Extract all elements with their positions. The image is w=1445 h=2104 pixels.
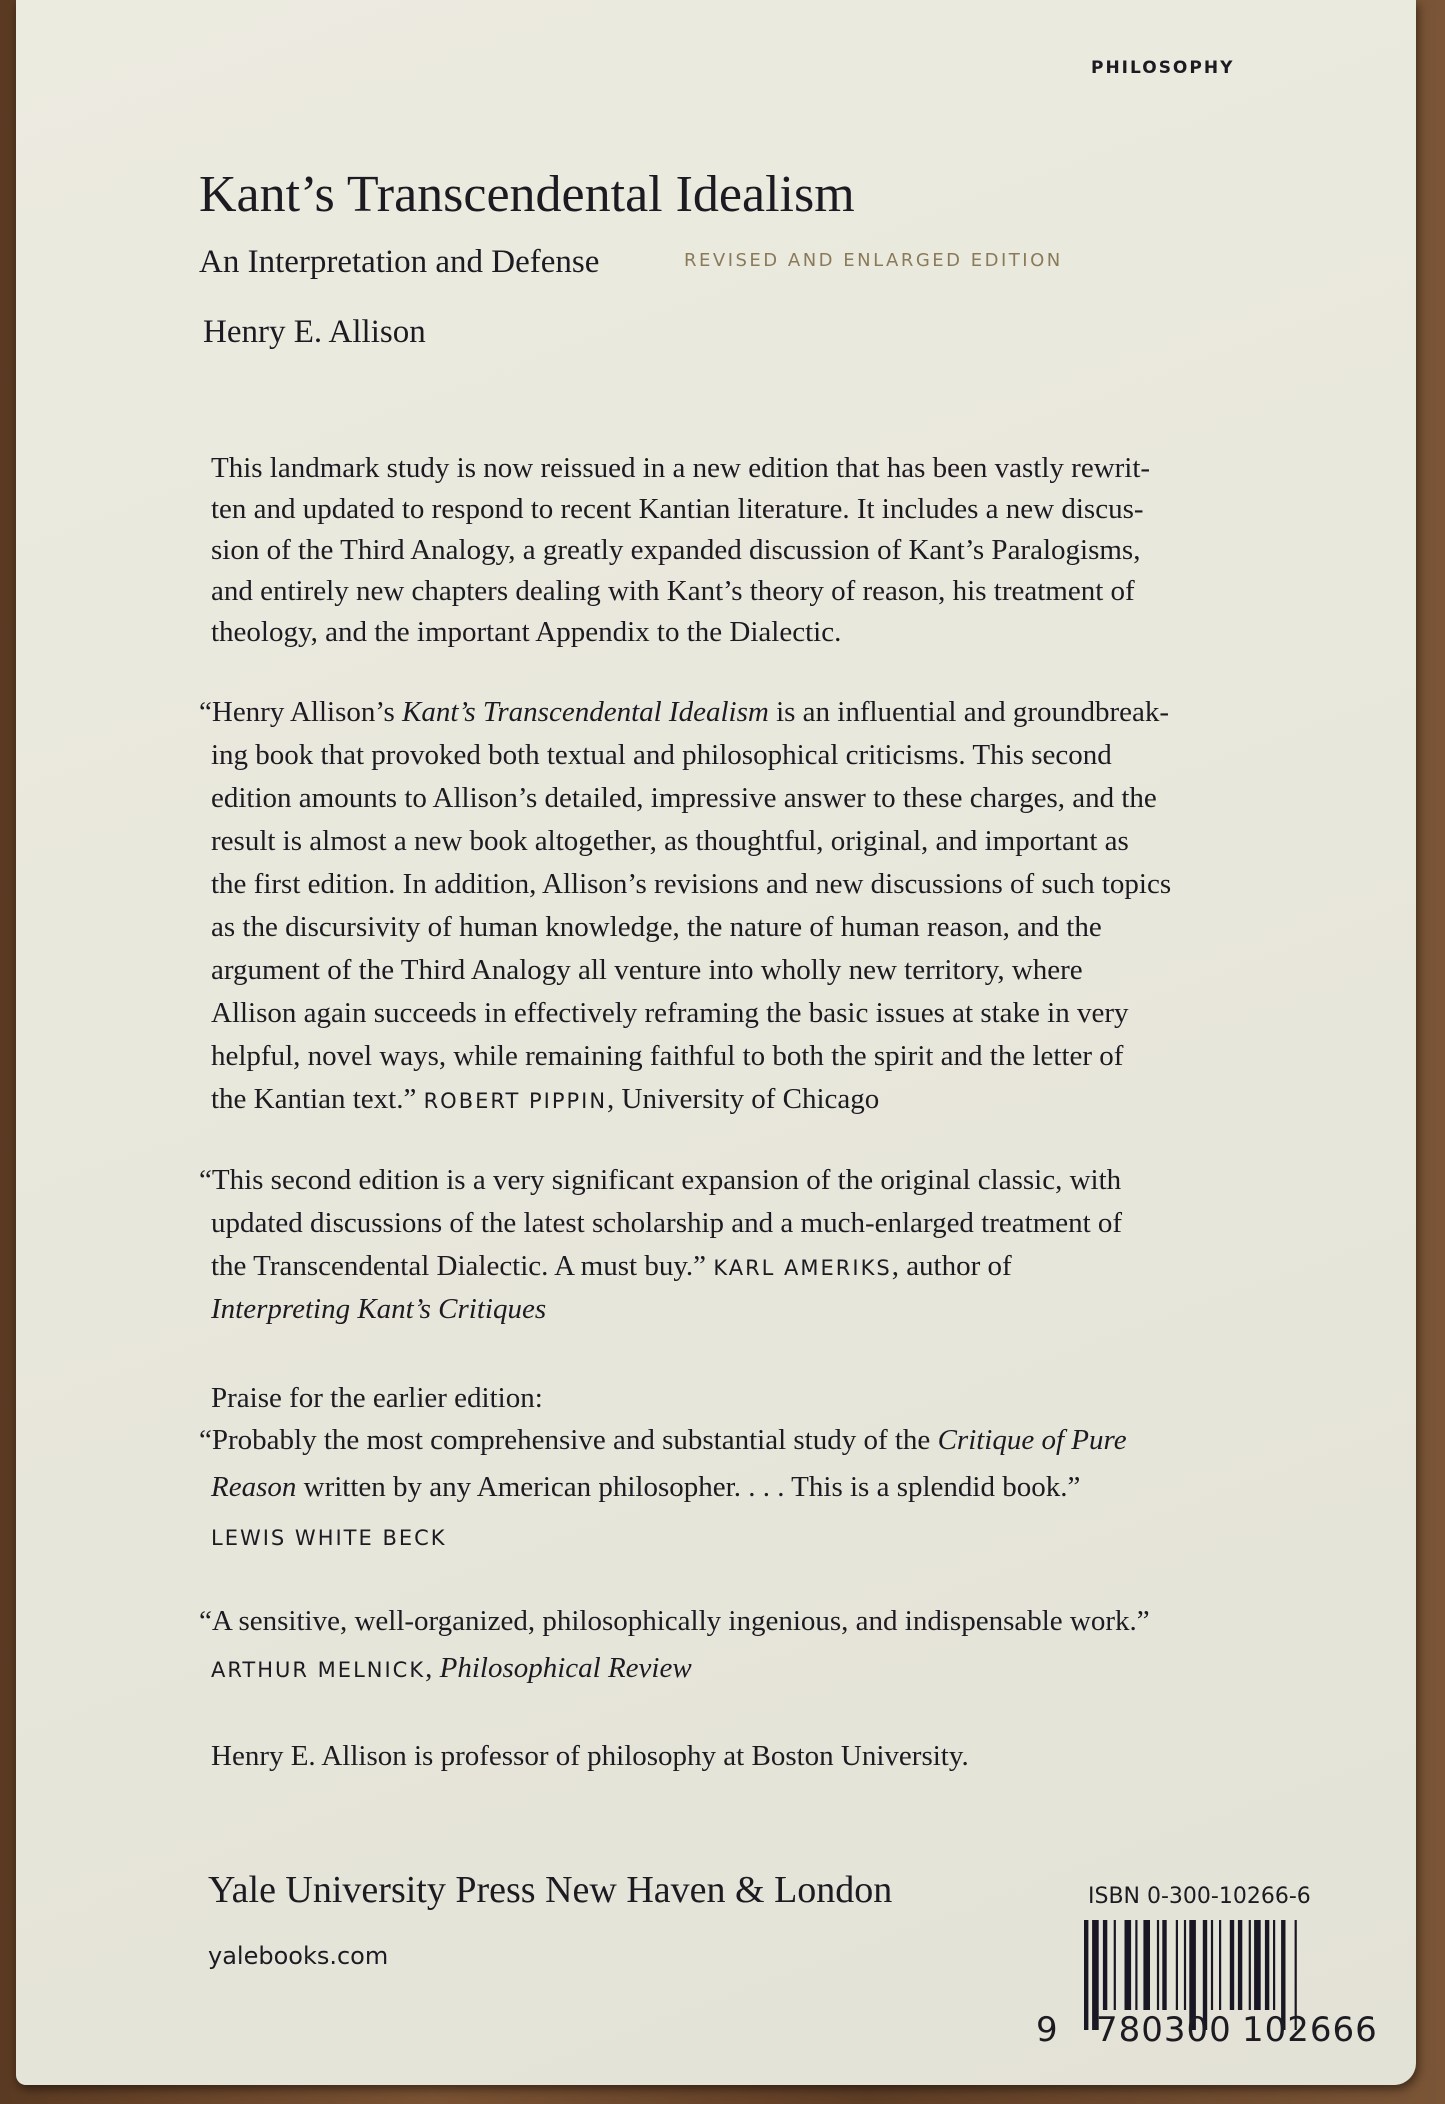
text: is an influential and groundbreak- xyxy=(768,696,1170,728)
book-subtitle: An Interpretation and Defense xyxy=(199,244,600,280)
book-title-italic: Interpreting Kant’s Critiques xyxy=(211,1293,547,1325)
publisher-website: yalebooks.com xyxy=(208,1942,389,1970)
text-line xyxy=(199,696,1169,729)
text-line: result is almost a new book altogether, as thoughtful, original, and important as xyxy=(211,825,1129,857)
barcode-digit-first: 9 xyxy=(1036,2010,1058,2050)
text-line: ing book that provoked both textual and philosophical criticisms. This second xyxy=(211,739,1112,771)
book-title-italic: Critique of Pure xyxy=(937,1424,1127,1456)
text-line: sion of the Third Analogy, a greatly expanded discussion of Kant’s Paralogisms, xyxy=(211,534,1141,566)
barcode-bar xyxy=(1143,1920,1150,2010)
barcode-bar xyxy=(1254,1920,1261,2010)
author-name: Henry E. Allison xyxy=(203,314,426,350)
publisher-name: Yale University Press New Haven & London xyxy=(208,1869,893,1911)
text-line: the first edition. In addition, Allison’s revisions and new discussions of such topics xyxy=(211,868,1172,900)
source-italic: Philosophical Review xyxy=(439,1652,692,1684)
barcode-bar xyxy=(1157,1920,1159,2010)
text-line: “A sensitive, well-organized, philosophically ingenious, and indispensable work.” xyxy=(199,1605,1150,1637)
text-line: as the discursivity of human knowledge, the nature of human reason, and the xyxy=(211,911,1102,943)
text-line xyxy=(211,1250,1012,1283)
reviewer-name: ROBERT PIPPIN xyxy=(423,1089,608,1113)
book-title: Kant’s Transcendental Idealism xyxy=(199,166,855,223)
text-line: argument of the Third Analogy all venture into wholly new territory, where xyxy=(211,954,1083,986)
text-line: updated discussions of the latest scholarship and a much-enlarged treatment of xyxy=(211,1207,1123,1239)
barcode-digits-left: 780300 xyxy=(1096,2010,1232,2050)
author-bio: Henry E. Allison is professor of philosophy at Boston University. xyxy=(211,1740,969,1772)
text: the Transcendental Dialectic. A must buy.” xyxy=(211,1250,707,1282)
barcode-bar xyxy=(1184,1920,1186,2010)
barcode-bar xyxy=(1135,1920,1137,2010)
book-title-italic: Reason xyxy=(211,1471,297,1503)
text-line: ARTHUR MELNICK, Philosophical Review xyxy=(211,1652,692,1684)
text-line: This landmark study is now reissued in a new edition that has been vastly rewrit- xyxy=(211,452,1151,484)
category-label: PHILOSOPHY xyxy=(1091,58,1235,78)
text-line: “This second edition is a very significant expansion of the original classic, with xyxy=(199,1164,1122,1196)
barcode-bar xyxy=(1265,1920,1269,2010)
text-line xyxy=(199,1424,1127,1457)
barcode-bar xyxy=(1084,1920,1088,2030)
text-line xyxy=(211,1520,447,1553)
text-line xyxy=(211,1083,879,1116)
reviewer-affiliation: , author of xyxy=(891,1250,1012,1282)
barcode-bar xyxy=(1249,1920,1251,2010)
barcode-bar xyxy=(1211,1920,1213,2010)
book-title-italic: Kant’s Transcendental Idealism xyxy=(402,696,769,728)
text-line: and entirely new chapters dealing with Kant’s theory of reason, his treatment of xyxy=(211,575,1135,607)
text-line: Allison again succeeds in effectively reframing the basic issues at stake in very xyxy=(211,997,1129,1029)
text-line: ten and updated to respond to recent Kantian literature. It includes a new discus- xyxy=(211,493,1144,525)
barcode-bar xyxy=(1103,1920,1107,2010)
barcode-digits-right: 102666 xyxy=(1242,2010,1378,2050)
text-line: theology, and the important Appendix to the Dialectic. xyxy=(211,616,842,648)
reviewer-name: KARL AMERIKS xyxy=(713,1256,892,1280)
text-line xyxy=(211,1471,1080,1504)
text-line: edition amounts to Allison’s detailed, impressive answer to these charges, and the xyxy=(211,782,1157,814)
barcode-bar xyxy=(1230,1920,1234,2010)
praise-heading: Praise for the earlier edition: xyxy=(211,1382,543,1414)
reviewer-name: ARTHUR MELNICK xyxy=(211,1658,426,1682)
book-back-cover xyxy=(16,0,1416,2085)
text: the Kantian text.” xyxy=(211,1083,417,1115)
text-line: helpful, novel ways, while remaining faithful to both the spirit and the letter of xyxy=(211,1040,1124,1072)
barcode-bar xyxy=(1162,1920,1166,2010)
reviewer-affiliation: , University of Chicago xyxy=(607,1083,880,1115)
barcode-bar xyxy=(1219,1920,1221,2010)
barcode-bar xyxy=(1125,1920,1132,2010)
edition-label: REVISED AND ENLARGED EDITION xyxy=(684,250,1063,271)
barcode-bar xyxy=(1176,1920,1178,2010)
barcode-bar xyxy=(1273,1920,1275,2010)
isbn-label: ISBN 0-300-10266-6 xyxy=(1088,1884,1311,1909)
barcode-bar xyxy=(1238,1920,1242,2010)
text: “Probably the most comprehensive and substantial study of the xyxy=(199,1424,938,1456)
text: written by any American philosopher. . . . This is a splendid book.” xyxy=(296,1471,1081,1503)
barcode-bar xyxy=(1114,1920,1116,2010)
text: “Henry Allison’s xyxy=(199,696,402,728)
text-line xyxy=(211,1293,546,1326)
reviewer-name: LEWIS WHITE BECK xyxy=(211,1526,447,1550)
